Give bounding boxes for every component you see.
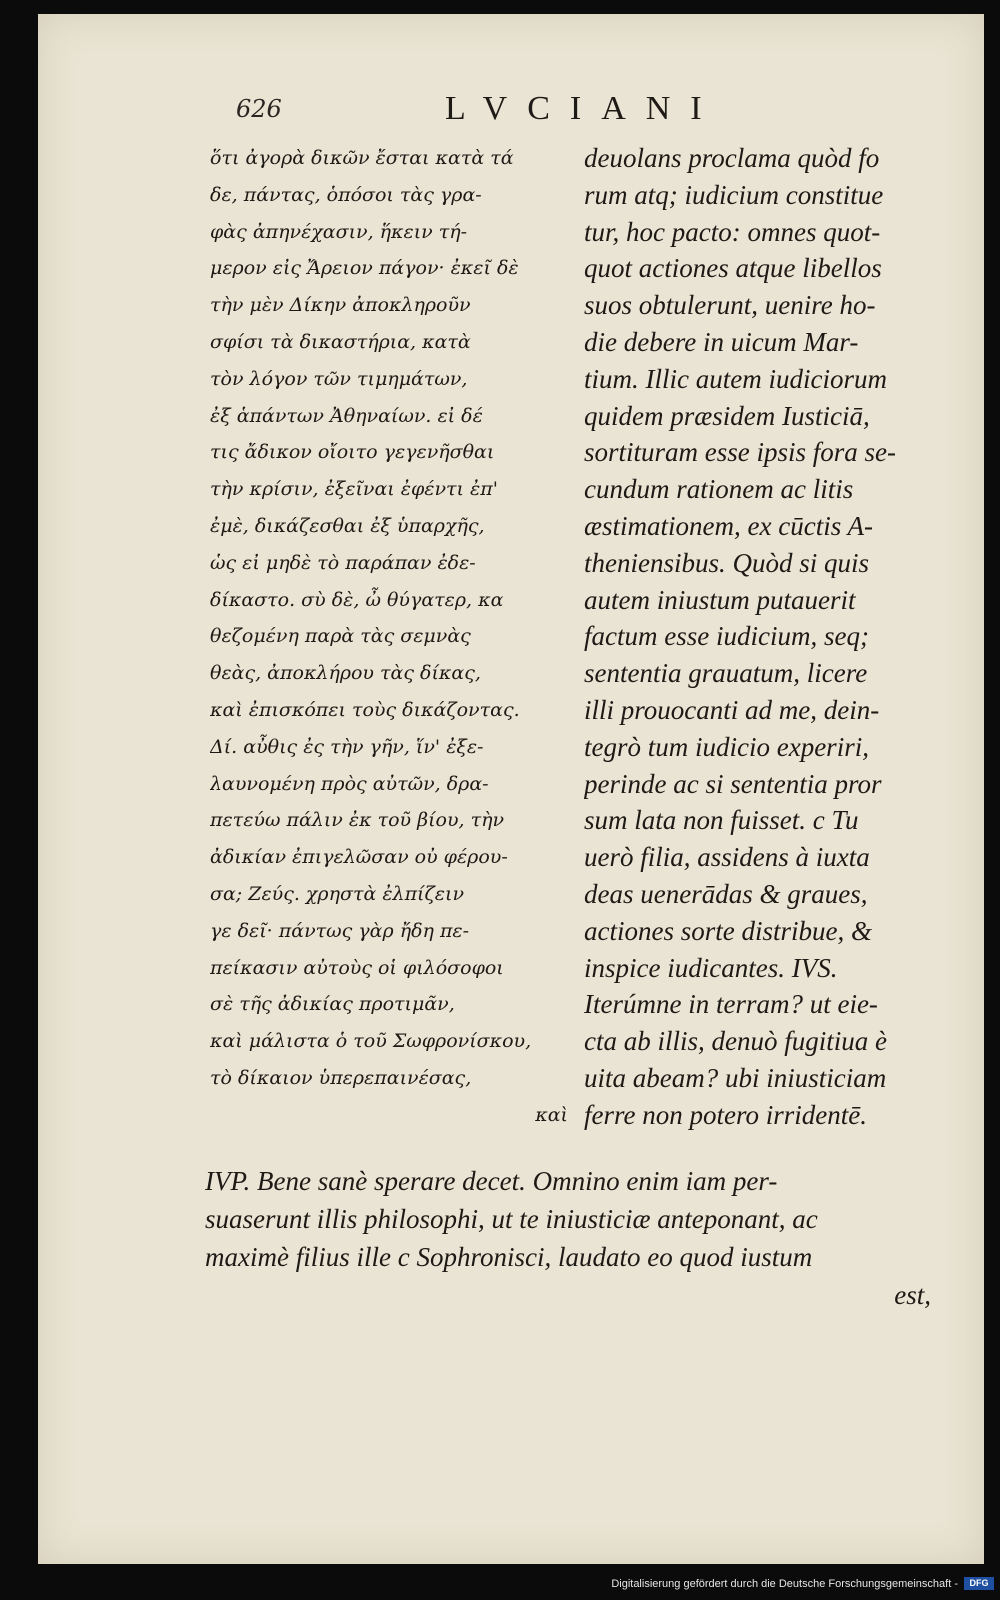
- text-line: maximè filius ille c Sophronisci, laudato eo quod iustum: [205, 1242, 813, 1272]
- text-line: δίκαστο. σὺ δὲ, ὦ θύγατερ, κα: [210, 588, 504, 611]
- dfg-logo: DFG: [964, 1577, 994, 1590]
- text-line: Δί. αὖθις ἐς τὴν γῆν, ἵν' ἐξε-: [210, 735, 484, 758]
- text-line: uerò filia, assidens à iuxta: [584, 842, 870, 873]
- text-line: θεζομένη παρὰ τὰς σεμνὰς: [210, 625, 471, 648]
- text-line: illi prouocanti ad me, dein-: [584, 694, 880, 725]
- text-line: quot actiones atque libellos: [584, 253, 882, 284]
- text-line: die debere in uicum Mar-: [584, 326, 859, 357]
- text-line: rum atq; iudicium constitue: [584, 179, 884, 210]
- text-line: τὴν κρίσιν, ἐξεῖναι ἐφέντι ἐπ': [210, 478, 498, 501]
- text-line: tium. Illic autem iudiciorum: [584, 363, 887, 394]
- text-line: inspice iudicantes. IVS.: [584, 952, 838, 983]
- text-line: perinde ac si sententia pror: [584, 768, 882, 799]
- text-line: καὶ μάλιστα ὁ τοῦ Σωφρονίσκου,: [210, 1030, 532, 1053]
- text-line: actiones sorte distribue, &: [584, 915, 872, 946]
- text-line: est,: [894, 1280, 931, 1310]
- text-line: suaserunt illis philosophi, ut te iniusticiæ anteponant, ac: [205, 1204, 818, 1234]
- latin-column: [584, 140, 944, 1134]
- text-line: λαυνομένη πρὸς αὐτῶν, δρα-: [210, 772, 489, 795]
- funding-notice: Digitalisierung gefördert durch die Deutsche Forschungsgemeinschaft -: [611, 1578, 958, 1590]
- text-line: deas uenerādas & graues,: [584, 878, 868, 909]
- page-number: 626: [236, 95, 282, 123]
- greek-column: [210, 140, 590, 1134]
- text-line: πετεύω πάλιν ἐκ τοῦ βίου, τὴν: [210, 809, 505, 832]
- text-line: τὸ δίκαιον ὑπερεπαινέσας,: [210, 1066, 472, 1089]
- text-line: θεὰς, ἀποκλήρου τὰς δίκας,: [210, 662, 481, 685]
- text-line: φὰς ἀπηνέχασιν, ἥκειν τή-: [210, 220, 468, 243]
- running-title: LVCIANI: [445, 90, 722, 127]
- text-line: IVP. Bene sanè sperare decet. Omnino enim iam per-: [205, 1166, 778, 1196]
- text-line: factum esse iudicium, seq;: [584, 621, 869, 652]
- text-line: ἐμὲ, δικάζεσθαι ἐξ ὑπαρχῆς,: [210, 514, 485, 537]
- text-line: sortituram esse ipsis fora se-: [584, 437, 897, 468]
- full-width-paragraph: [205, 1162, 945, 1314]
- text-line: autem iniustum putauerit: [584, 584, 856, 615]
- text-line: τις ἄδικον οἴοιτο γεγενῆσθαι: [210, 441, 495, 464]
- text-line: μερον εἰς Ἄρειον πάγον· ἐκεῖ δὲ: [210, 257, 519, 280]
- text-line: σα; Ζεύς. χρηστὰ ἐλπίζειν: [210, 882, 464, 905]
- text-line: γε δεῖ· πάντως γὰρ ἤδη πε-: [210, 919, 470, 942]
- text-line: τὸν λόγον τῶν τιμημάτων,: [210, 367, 468, 390]
- text-line: cta ab illis, denuò fugitiua è: [584, 1026, 887, 1057]
- text-line: tegrò tum iudicio experiri,: [584, 731, 869, 762]
- text-line: ἀδικίαν ἐπιγελῶσαν οὐ φέρου-: [210, 846, 508, 869]
- text-line: deuolans proclama quòd fo: [584, 143, 880, 173]
- text-line: sum lata non fuisset. c Tu: [584, 805, 859, 836]
- text-line: suos obtulerunt, uenire ho-: [584, 290, 876, 321]
- text-line: sententia grauatum, licere: [584, 658, 868, 689]
- text-line: σφίσι τὰ δικαστήρια, κατὰ: [210, 330, 471, 353]
- text-line: tur, hoc pacto: omnes quot-: [584, 216, 881, 247]
- text-line: ἐξ ἁπάντων Ἀθηναίων. εἰ δέ: [210, 404, 483, 427]
- text-line: δε, πάντας, ὁπόσοι τὰς γρα-: [210, 183, 482, 206]
- text-line: ferre non potero irridentē.: [584, 1099, 867, 1130]
- text-line: καὶ: [535, 1103, 568, 1126]
- text-line: quidem præsidem Iusticiā,: [584, 400, 870, 431]
- text-line: cundum rationem ac litis: [584, 474, 854, 505]
- text-line: theniensibus. Quòd si quis: [584, 547, 870, 578]
- text-line: ὅτι ἀγορὰ δικῶν ἔσται κατὰ τά: [210, 147, 514, 169]
- text-line: τὴν μὲν Δίκην ἀποκληροῦν: [210, 294, 471, 317]
- text-line: æstimationem, ex cūctis A-: [584, 510, 873, 541]
- text-line: uita abeam? ubi iniusticiam: [584, 1062, 887, 1093]
- text-line: πείκασιν αὐτοὺς οἱ φιλόσοφοι: [210, 956, 504, 979]
- text-line: Iterúmne in terram? ut eie-: [584, 989, 878, 1020]
- text-line: καὶ ἐπισκόπει τοὺς δικάζοντας.: [210, 698, 520, 721]
- text-line: σὲ τῆς ἀδικίας προτιμᾶν,: [210, 993, 455, 1016]
- text-line: ὡς εἰ μηδὲ τὸ παράπαν ἐδε-: [210, 551, 476, 574]
